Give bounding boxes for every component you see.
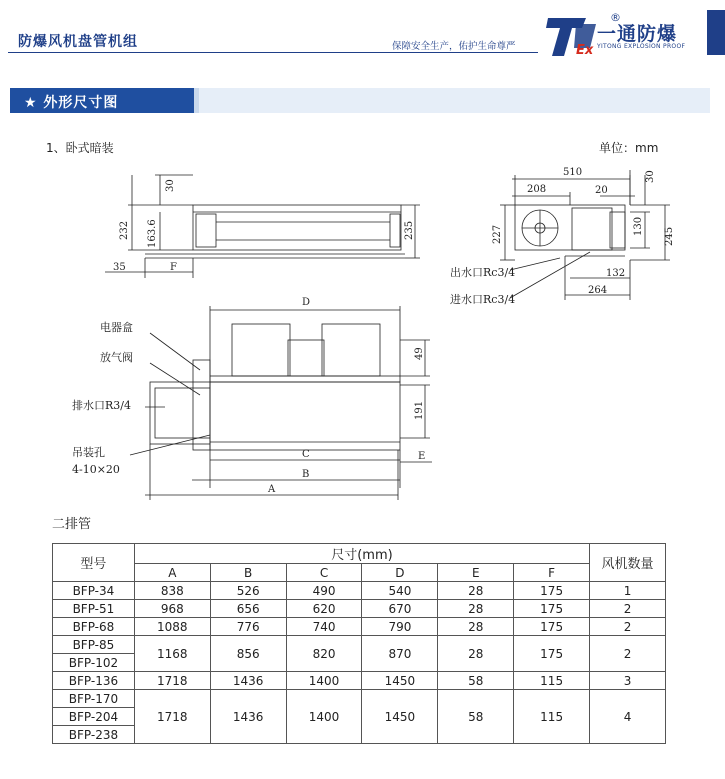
value-cell: 175 <box>514 582 590 600</box>
value-cell: 28 <box>438 600 514 618</box>
fans-cell: 4 <box>590 690 666 744</box>
dim-30-side: 30 <box>165 179 176 192</box>
value-cell: 776 <box>210 618 286 636</box>
dim-49: 49 <box>414 347 425 360</box>
dim-130: 130 <box>633 216 644 236</box>
model-cell: BFP-204 <box>53 708 135 726</box>
model-cell: BFP-102 <box>53 654 135 672</box>
col-header: A <box>134 564 210 582</box>
value-cell: 856 <box>210 636 286 672</box>
value-cell: 1718 <box>134 672 210 690</box>
value-cell: 1168 <box>134 636 210 672</box>
page-header-title: 防爆风机盘管机组 <box>18 34 138 50</box>
value-cell: 28 <box>438 618 514 636</box>
value-cell: 175 <box>514 618 590 636</box>
fans-cell: 2 <box>590 618 666 636</box>
dim-208: 208 <box>527 184 547 195</box>
fans-cell: 2 <box>590 636 666 672</box>
brand-name-cn: 一通防爆 <box>597 23 678 45</box>
logo-ex-text: Ex <box>576 43 594 58</box>
header-slogan: 保障安全生产，佑护生命尊严 <box>392 41 516 52</box>
dim-510: 510 <box>563 167 583 178</box>
value-cell: 1450 <box>362 672 438 690</box>
value-cell: 838 <box>134 582 210 600</box>
value-cell: 175 <box>514 600 590 618</box>
dim-245: 245 <box>664 226 675 246</box>
dim-191: 191 <box>414 400 425 420</box>
value-cell: 1450 <box>362 690 438 744</box>
model-cell: BFP-238 <box>53 726 135 744</box>
unit-label: 单位：mm <box>599 141 659 155</box>
label-vent-valve: 放气阀 <box>100 351 133 364</box>
value-cell: 1400 <box>286 690 362 744</box>
table-row <box>53 690 666 708</box>
value-cell: 175 <box>514 636 590 672</box>
model-cell: BFP-34 <box>53 582 135 600</box>
dim-35: 35 <box>113 262 126 273</box>
dim-264: 264 <box>588 285 608 296</box>
label-water-inlet: 进水口Rc3/4 <box>450 293 516 306</box>
label-drain: 排水口R3/4 <box>72 399 131 412</box>
registered-mark: ® <box>610 11 621 24</box>
value-cell: 1400 <box>286 672 362 690</box>
value-cell: 968 <box>134 600 210 618</box>
col-header: D <box>362 564 438 582</box>
header-size: 尺寸(mm) <box>134 544 589 564</box>
dim-C: C <box>302 449 310 460</box>
value-cell: 620 <box>286 600 362 618</box>
value-cell: 28 <box>438 582 514 600</box>
table-row <box>53 600 666 618</box>
spec-table <box>52 543 666 744</box>
table-row <box>53 636 666 654</box>
dim-30-end: 30 <box>645 170 656 183</box>
col-header: C <box>286 564 362 582</box>
dim-132: 132 <box>606 268 626 279</box>
col-header: E <box>438 564 514 582</box>
dim-227: 227 <box>492 224 503 244</box>
spec-table-body <box>53 582 666 744</box>
value-cell: 656 <box>210 600 286 618</box>
value-cell: 540 <box>362 582 438 600</box>
header-model: 型号 <box>53 544 135 582</box>
fans-cell: 2 <box>590 600 666 618</box>
value-cell: 1088 <box>134 618 210 636</box>
model-cell: BFP-85 <box>53 636 135 654</box>
end-view <box>500 170 670 300</box>
drawing-subtitle: 1、卧式暗装 <box>46 141 114 155</box>
model-cell: BFP-51 <box>53 600 135 618</box>
table-row <box>53 582 666 600</box>
dim-235: 235 <box>404 220 415 240</box>
value-cell: 490 <box>286 582 362 600</box>
value-cell: 1718 <box>134 690 210 744</box>
plan-view <box>130 306 432 500</box>
value-cell: 790 <box>362 618 438 636</box>
value-cell: 115 <box>514 672 590 690</box>
value-cell: 820 <box>286 636 362 672</box>
dim-D: D <box>302 297 311 308</box>
value-cell: 58 <box>438 672 514 690</box>
value-cell: 1436 <box>210 672 286 690</box>
dim-A: A <box>268 484 276 495</box>
section-title: ★ 外形尺寸图 <box>10 88 194 113</box>
value-cell: 115 <box>514 690 590 744</box>
header-fans: 风机数量 <box>590 544 666 582</box>
dim-F-side: F <box>170 262 177 273</box>
table-row <box>53 672 666 690</box>
label-hang-spec: 4-10×20 <box>72 463 120 476</box>
dim-232: 232 <box>119 220 130 240</box>
value-cell: 1436 <box>210 690 286 744</box>
value-cell: 740 <box>286 618 362 636</box>
fans-cell: 1 <box>590 582 666 600</box>
table-row <box>53 618 666 636</box>
col-header: F <box>514 564 590 582</box>
model-cell: BFP-136 <box>53 672 135 690</box>
value-cell: 526 <box>210 582 286 600</box>
value-cell: 670 <box>362 600 438 618</box>
dim-B: B <box>302 469 310 480</box>
fans-cell: 3 <box>590 672 666 690</box>
label-elec-box: 电器盒 <box>100 321 133 334</box>
value-cell: 870 <box>362 636 438 672</box>
value-cell: 28 <box>438 636 514 672</box>
dim-163: 163.6 <box>147 219 158 248</box>
label-water-outlet: 出水口Rc3/4 <box>450 266 516 279</box>
model-cell: BFP-68 <box>53 618 135 636</box>
brand-name-en: YITONG EXPLOSION PROOF <box>597 43 686 50</box>
table-caption: 二排管 <box>52 517 92 532</box>
model-cell: BFP-170 <box>53 690 135 708</box>
label-hang-hole: 吊装孔 <box>72 446 105 459</box>
dim-E: E <box>418 451 426 462</box>
col-header: B <box>210 564 286 582</box>
value-cell: 58 <box>438 690 514 744</box>
dim-20: 20 <box>595 185 608 196</box>
